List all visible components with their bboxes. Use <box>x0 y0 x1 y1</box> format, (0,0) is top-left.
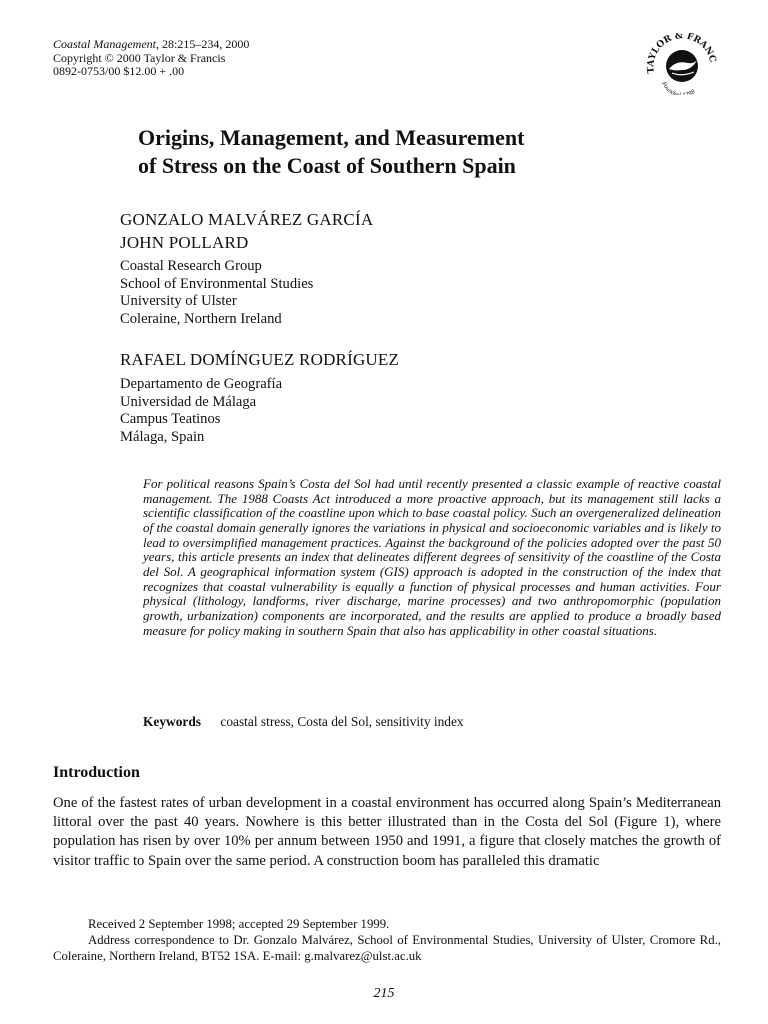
keywords-value: coastal stress, Costa del Sol, sensitivity index <box>220 714 464 729</box>
affiliation-2 <box>120 376 282 447</box>
copyright-line: Copyright © 2000 Taylor & Francis <box>53 50 226 65</box>
issn-price-line: 0892-0753/00 $12.00 + .00 <box>53 64 185 78</box>
affiliation-line: Universidad de Málaga <box>120 393 257 410</box>
title-line-2: of Stress on the Coast of Southern Spain <box>138 153 516 178</box>
journal-header <box>53 38 249 79</box>
journal-citation <box>53 38 249 52</box>
keywords-label: Keywords <box>143 714 202 729</box>
affiliation-line: Campus Teatinos <box>120 411 221 428</box>
logo-top-text: TAYLOR & FRANC <box>646 33 718 74</box>
logo-bottom-text: Founde 98 <box>660 81 697 95</box>
title-line-1: Origins, Management, and Measurement <box>138 125 525 150</box>
introduction-paragraph: One of the fastest rates of urban development in a coastal environment has occurred along Spain’s Mediterranean littoral over the past 40 years. Nowhere is this better illustrated than in the Costa del Sol (Figure 1), where population has risen by over 10% per annum between 1950 and 1991, a figure that closely matches the growth of visitor traffic to Spain over the same period. A construction boom has paralleled this dramatic <box>53 795 721 869</box>
publisher-logo <box>642 33 722 95</box>
footnote <box>53 916 721 964</box>
publisher-seal-icon <box>642 33 722 95</box>
received-note: Received 2 September 1998; accepted 29 September 1999. <box>88 917 390 931</box>
svg-text:Founded 1798 <box>660 80 697 95</box>
affiliation-1 <box>120 258 313 329</box>
author-name-1: GONZALO MALVÁREZ GARCÍA <box>120 210 374 229</box>
journal-name: Coastal Management, <box>53 37 159 51</box>
affiliation-line: Coastal Research Group <box>120 258 262 274</box>
author-name-3: RAFAEL DOMÍNGUEZ RODRÍGUEZ <box>120 350 400 369</box>
affiliation-line: School of Environmental Studies <box>120 275 314 292</box>
section-heading-introduction: Introduction <box>53 764 140 781</box>
article-title <box>138 124 658 180</box>
keywords <box>143 714 464 730</box>
correspondence-note: Address correspondence to Dr. Gonzalo Malvárez, School of Environmental Studies, University of Ulster, Cromore Rd., Coleraine, Northern Ireland, BT52 1SA. E-mail: g.malvarez@ulst.ac.uk <box>53 933 721 963</box>
affiliation-line: Departamento de Geografía <box>120 376 283 392</box>
affiliation-line: Coleraine, Northern Ireland <box>120 311 282 328</box>
journal-issue: 28:215–234, 2000 <box>159 37 250 51</box>
page-number: 215 <box>373 986 395 1001</box>
abstract: For political reasons Spain’s Costa del Sol had until recently presented a classic example of reactive coastal management. The 1988 Coasts Act introduced a more proactive approach, but its management still lacks a scientific classification of the coastline upon which to base coastal policy. Such an overgeneralized delineation of the coastal domain generally ignores the variations in physical and socioeconomic variables and is likely to lead to oversimplified management practices. Against the background of the policies adopted over the past 50 years, this article presents an index that delineates different degrees of sensitivity of the coastline of the Costa del Sol. A geographical information system (GIS) approach is adopted in the construction of the index that recognizes that coastal vulnerability is equally a function of physical processes and human activities. Four physical (lithology, landforms, river discharge, marine processes) and two anthropomorphic (population growth, urbanization) components are incorporated, and the results are applied to produce a broadly based measure for policy making in southern Spain that also has applicability in other coastal situations. <box>143 476 721 638</box>
affiliation-line: University of Ulster <box>120 293 237 310</box>
affiliation-line: Málaga, Spain <box>120 429 205 446</box>
author-name-2: JOHN POLLARD <box>120 233 249 252</box>
